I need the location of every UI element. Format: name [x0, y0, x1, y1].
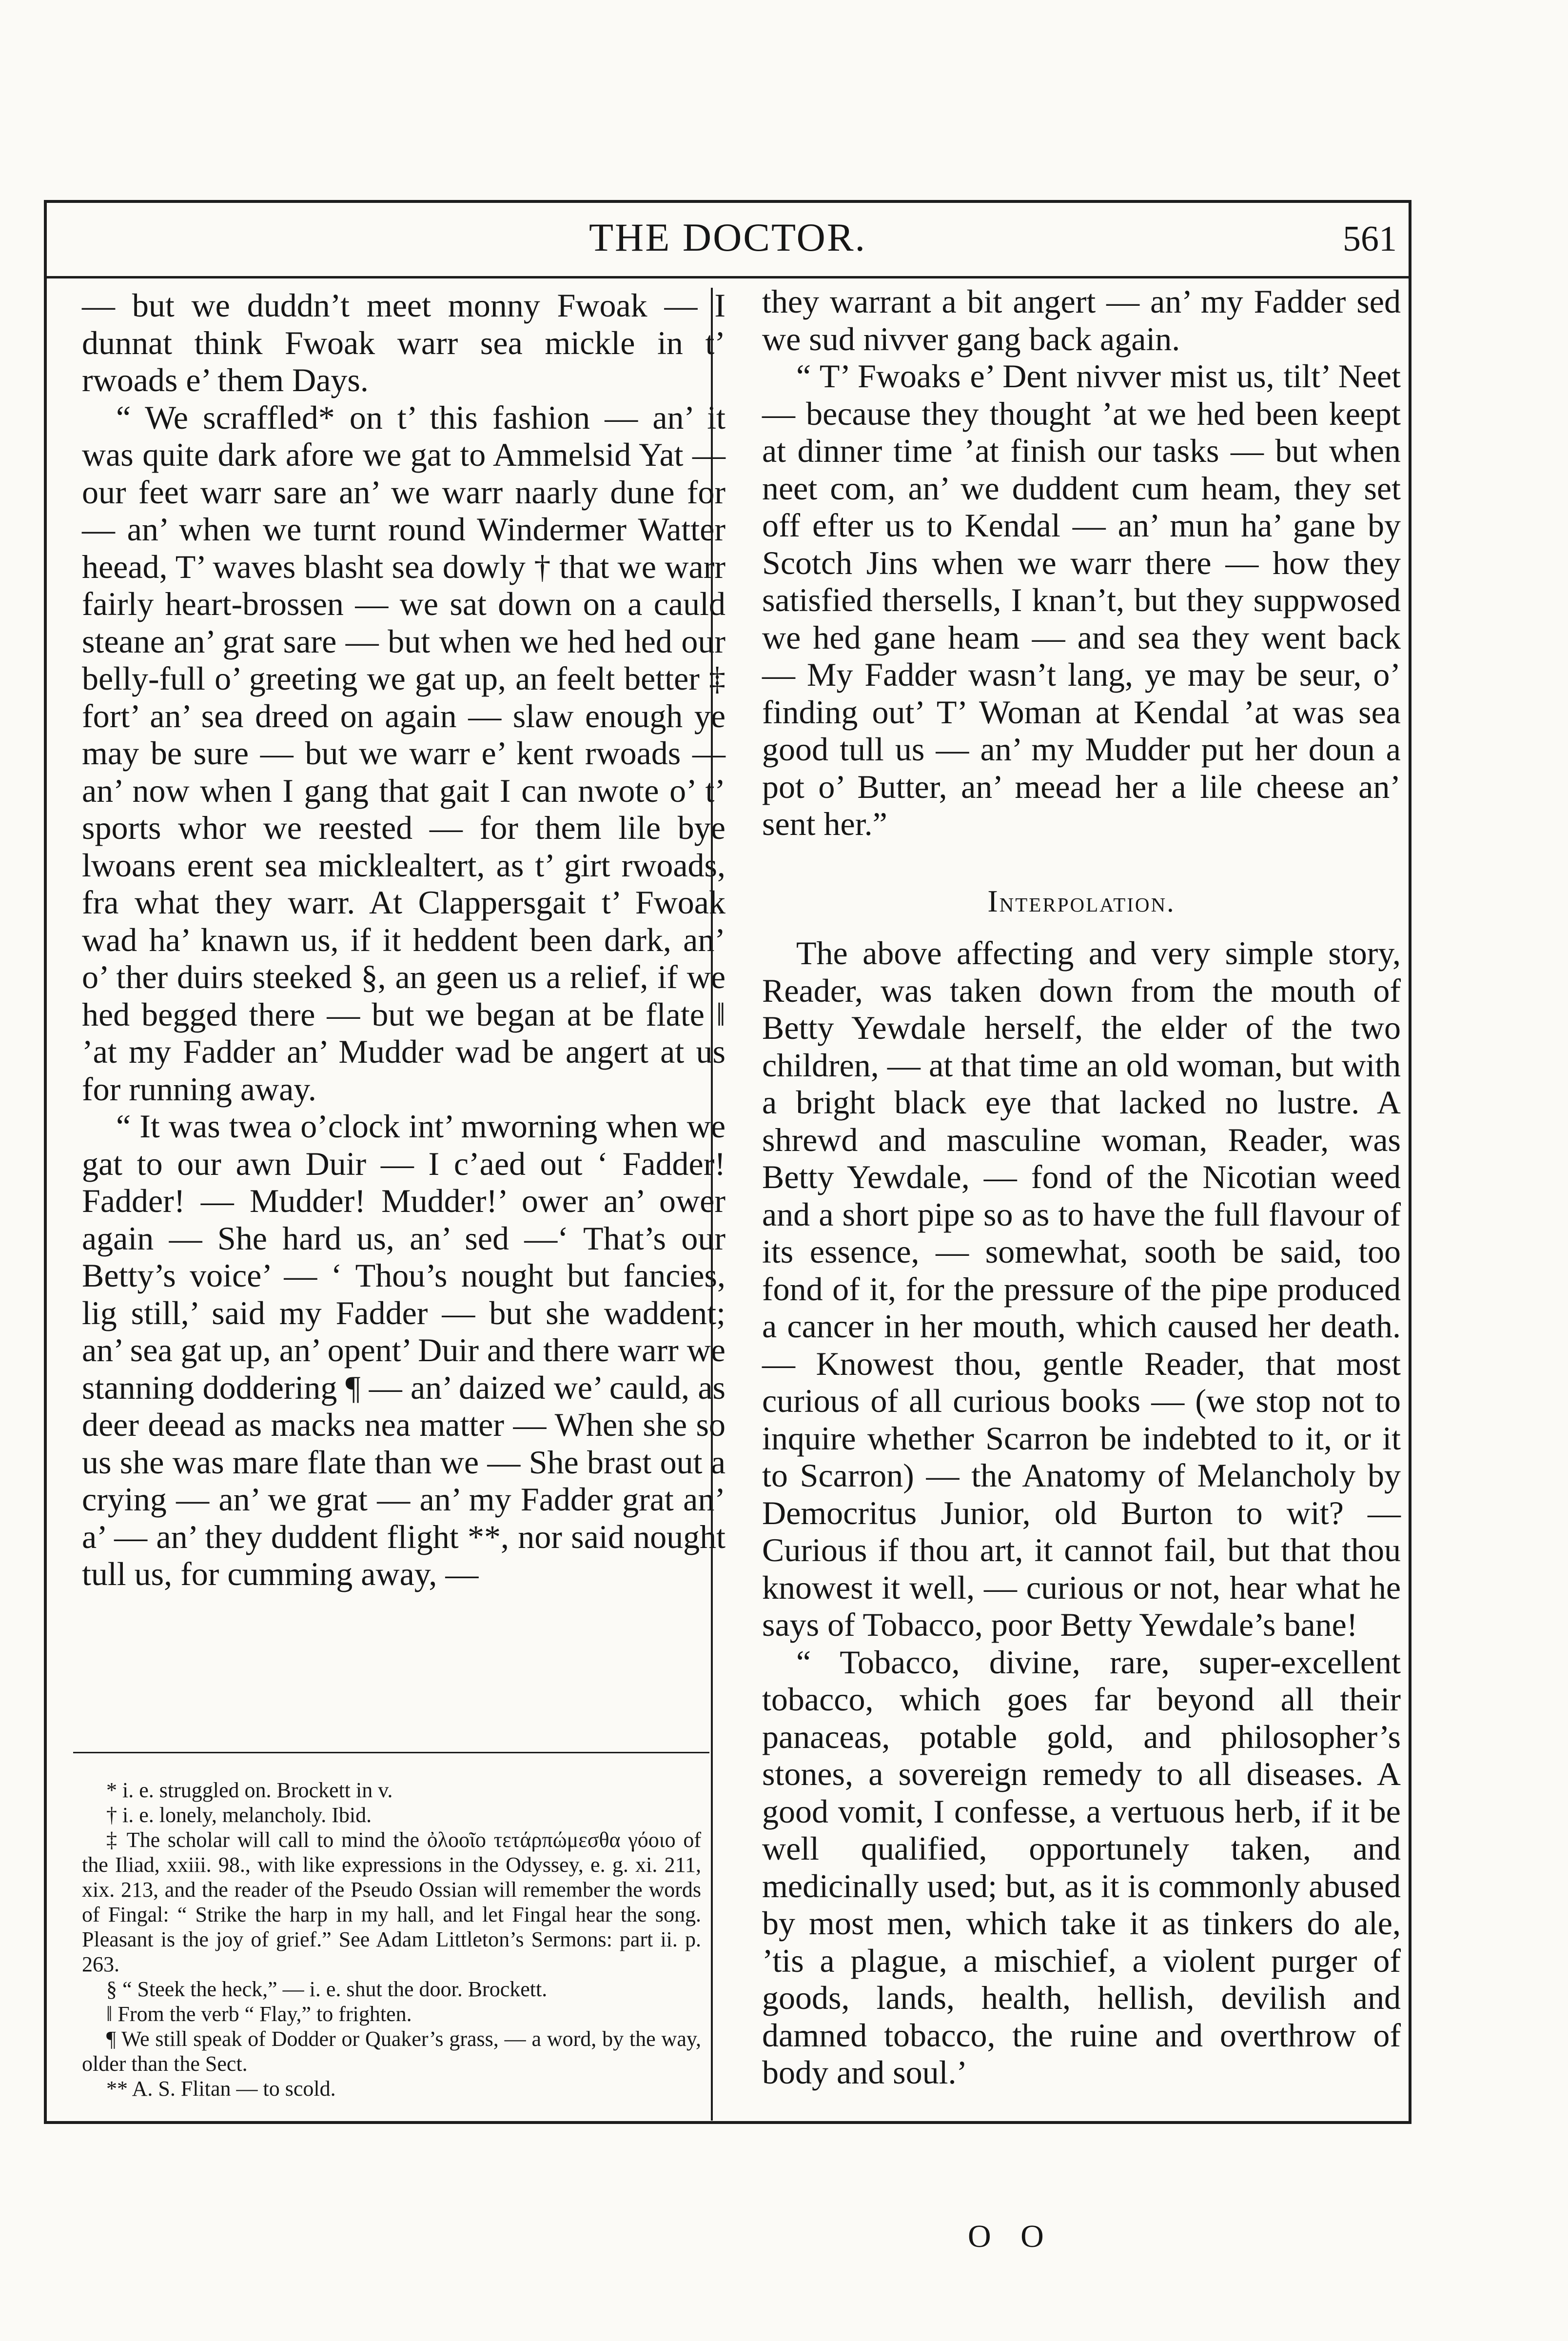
right-column: [762, 283, 1401, 2091]
footnote-3: ‡ The scholar will call to mind the ὀλοοῖο τετάρπώμεσθα γόοιο of the Iliad, xxiii. 98., with like expressions in the Odyssey, e. g. xi. 211, xix. 213, and the reader of the Pseudo Ossian will remember the words of Fingal: “ Strike the harp in my hall, and let Fingal hear the song. Pleasant is the joy of grief.” See Adam Littleton’s Sermons: part ii. p. 263.: [82, 1828, 701, 1976]
left-paragraph-1: — but we duddn’t meet monny Fwoak — I dunnat think Fwoak warr sea mickle in t’ rwoads e’ them Days.: [82, 287, 725, 398]
footnote-7: ** A. S. Flitan — to scold.: [106, 2077, 336, 2101]
footnote-1: * i. e. struggled on. Brockett in v.: [106, 1778, 393, 1802]
right-paragraph-1: they warrant a bit angert — an’ my Fadder sed we sud nivver gang back again.: [762, 283, 1401, 357]
footnotes: [82, 1778, 701, 2101]
page-number: 561: [1343, 219, 1397, 259]
left-column: [82, 287, 725, 1593]
footnote-2: † i. e. lonely, melancholy. Ibid.: [106, 1803, 372, 1827]
footnote-5: ‖ From the verb “ Flay,” to frighten.: [106, 2002, 412, 2026]
footnote-rule: [73, 1752, 709, 1753]
section-title-interpolation: Interpolation.: [987, 883, 1176, 918]
right-paragraph-2: “ T’ Fwoaks e’ Dent nivver mist us, tilt’ Neet — because they thought ’at we hed been keept at dinner time ’at finish our tasks — but when neet com, an’ we duddent cum heam, they set off efter us to Kendal — an’ mun ha’ gane by Scotch Jins when we warr there — how they satisfied thersells, I knan’t, but they suppwosed we hed gane heam — and sea they went back — My Fadder wasn’t lang, ye may be seur, o’ finding out’ T’ Woman at Kendal ’at was sea good tull us — an’ my Mudder put her doun a pot o’ Butter, an’ meead her a lile cheese an’ sent her.”: [762, 357, 1401, 842]
page-header: [44, 215, 1411, 278]
signature-mark: O O: [968, 2219, 1055, 2254]
left-paragraph-3: “ It was twea o’clock int’ mworning when we gat to our awn Duir — I c’aed out ‘ Fadder! Fadder! — Mudder! Mudder!’ ower an’ ower again — She hard us, an’ sed —‘ That’s our Betty’s voice’ — ‘ Thou’s nought but fancies, lig still,’ said my Fadder — but she waddent; an’ sea gat up, an’ opent’ Duir and there warr we stanning doddering ¶ — an’ daized we’ cauld, as deer deead as macks nea matter — When she so us she was mare flate than we — She brast out a crying — an’ we grat — an’ my Fadder grat an’ a’ — an’ they duddent flight **, nor said nought tull us, for cumming away, —: [82, 1108, 725, 1592]
interpolation-paragraph-2: “ Tobacco, divine, rare, super-excellent tobacco, which goes far beyond all their panaceas, potable gold, and philosopher’s stones, a sovereign remedy to all diseases. A good vomit, I confesse, a vertuous herb, if it be well qualified, opportunely taken, and medicinally used; but, as it is commonly abused by most men, which take it as tinkers do ale, ’tis a plague, a mischief, a violent purger of goods, lands, health, hellish, devilish and damned tobacco, the ruine and overthrow of body and soul.’: [762, 1643, 1401, 2091]
footnote-4: § “ Steek the heck,” — i. e. shut the door. Brockett.: [106, 1977, 548, 2001]
header-rule: [44, 276, 1411, 278]
interpolation-paragraph-1: The above affecting and very simple story, Reader, was taken down from the mouth of Betty Yewdale herself, the elder of the two children, — at that time an old woman, but with a bright black eye that lacked no lustre. A shrewd and masculine woman, Reader, was Betty Yewdale, — fond of the Nicotian weed and a short pipe so as to have the full flavour of its essence, — somewhat, sooth be said, too fond of it, for the pressure of the pipe produced a cancer in her mouth, which caused her death. — Knowest thou, gentle Reader, that most curious of all curious books — (we stop not to inquire whether Scarron be indebted to it, or it to Scarron) — the Anatomy of Melancholy by Democritus Junior, old Burton to wit? — Curious if thou art, it cannot fail, but that thou knowest it well, — curious or not, hear what he says of Tobacco, poor Betty Yewdale’s bane!: [762, 934, 1401, 1643]
footnote-6: ¶ We still speak of Dodder or Quaker’s grass, — a word, by the way, older than the Sect.: [82, 2027, 701, 2076]
left-paragraph-2: “ We scraffled* on t’ this fashion — an’ it was quite dark afore we gat to Ammelsid Yat — our feet warr sare an’ we warr naarly dune for — an’ when we turnt round Windermer Watter heead, T’ waves blasht sea dowly † that we warr fairly heart-brossen — we sat down on a cauld steane an’ grat sare — but when we hed hed our belly-full o’ greeting we gat up, an feelt better ‡ fort’ an’ sea dreed on again — slaw enough ye may be sure — but we warr e’ kent rwoads — an’ now when I gang that gait I can nwote o’ t’ sports whor we reested — for them lile bye lwoans erent sea micklealtert, as t’ girt rwoads, fra what they warr. At Clappersgait t’ Fwoak wad ha’ knawn us, if it heddent been dark, an’ o’ ther duirs steeked §, an geen us a relief, if we hed begged there — but we began at be flate ‖ ’at my Fadder an’ Mudder wad be angert at us for running away.: [82, 398, 725, 1108]
running-title: THE DOCTOR.: [588, 215, 867, 259]
